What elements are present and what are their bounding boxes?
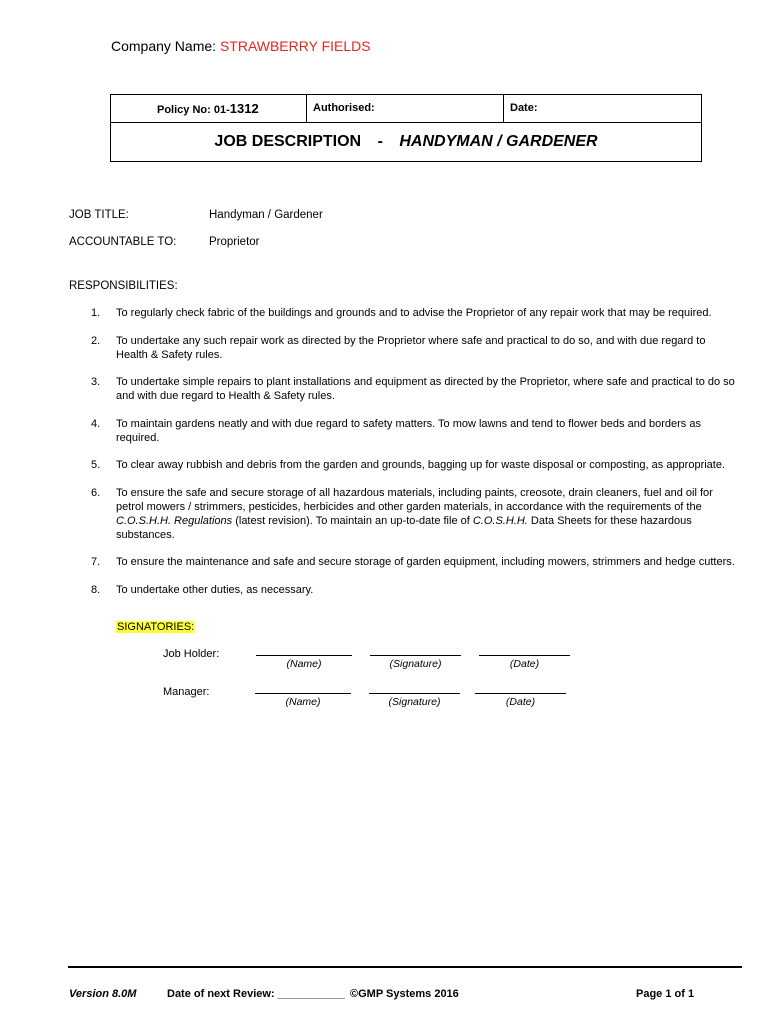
signature-line bbox=[479, 655, 570, 656]
list-item bbox=[69, 583, 739, 597]
company-name-line bbox=[111, 38, 371, 54]
item-text: To undertake other duties, as necessary. bbox=[116, 583, 314, 596]
job-holder-signature-field[interactable] bbox=[370, 655, 461, 670]
policy-number-value: 1312 bbox=[229, 101, 259, 116]
item-number: 6. bbox=[91, 486, 101, 499]
accountable-to-value: Proprietor bbox=[209, 236, 260, 248]
signature-line bbox=[475, 693, 566, 694]
item-text: To ensure the maintenance and safe and secure storage of garden equipment, including mowers, strimmers and hedge cutters. bbox=[116, 556, 735, 568]
item-number: 2. bbox=[91, 334, 101, 347]
item-number: 7. bbox=[91, 556, 101, 568]
signatories-heading: SIGNATORIES: bbox=[117, 621, 195, 633]
job-holder-label: Job Holder: bbox=[163, 648, 220, 660]
document-title-left: JOB DESCRIPTION bbox=[214, 133, 362, 150]
item-text: To regularly check fabric of the buildings and grounds and to advise the Proprietor of any repair work that may be required. bbox=[116, 307, 712, 319]
item-text: (latest revision). To maintain an up-to-date file of bbox=[232, 514, 473, 527]
footer-divider bbox=[68, 966, 742, 968]
item-text-emphasis: C.O.S.H.H. Regulations bbox=[116, 514, 233, 527]
name-caption: (Name) bbox=[286, 658, 322, 670]
manager-signature-field[interactable] bbox=[369, 693, 460, 708]
accountable-to-label: ACCOUNTABLE TO: bbox=[69, 236, 177, 248]
authorised-cell bbox=[307, 95, 504, 122]
item-text: Data Sheets for these hazardous substances. bbox=[116, 514, 692, 541]
date-caption: (Date) bbox=[509, 658, 540, 670]
document-title-separator: - bbox=[377, 133, 383, 150]
document-title bbox=[111, 133, 701, 151]
policy-number-prefix: 01- bbox=[213, 104, 230, 116]
list-item bbox=[69, 306, 739, 320]
manager-name-field[interactable] bbox=[255, 693, 351, 708]
date-label: Date: bbox=[510, 102, 538, 114]
manager-date-field[interactable] bbox=[475, 693, 566, 708]
document-title-role: HANDYMAN / GARDENER bbox=[399, 133, 598, 150]
item-number: 5. bbox=[91, 459, 101, 471]
footer-copyright: ©GMP Systems 2016 bbox=[350, 988, 459, 1000]
name-caption: (Name) bbox=[285, 696, 321, 708]
policy-info-row bbox=[111, 95, 701, 123]
list-item bbox=[69, 486, 739, 542]
footer-review-date: Date of next Review: ___________ bbox=[167, 988, 345, 1000]
item-text: To maintain gardens neatly and with due regard to safety matters. To mow lawns and tend to flower beds and borders as required. bbox=[116, 417, 701, 444]
date-caption: (Date) bbox=[505, 696, 536, 708]
job-title-value: Handyman / Gardener bbox=[209, 209, 323, 221]
signature-caption: (Signature) bbox=[388, 696, 441, 708]
company-name-label: Company Name: bbox=[111, 38, 217, 54]
responsibilities-list bbox=[69, 306, 739, 610]
item-text: To undertake simple repairs to plant installations and equipment as directed by the Proprietor, where safe and practical to do so and with due regard to Health & Safety rules. bbox=[116, 376, 735, 402]
list-item bbox=[69, 458, 739, 472]
signature-line bbox=[370, 655, 461, 656]
policy-number-label: Policy No: bbox=[157, 104, 211, 116]
footer-page-number: Page 1 of 1 bbox=[636, 988, 695, 1000]
item-text: To undertake any such repair work as directed by the Proprietor where safe and practical to do so, and with due regard to Health & Safety rules. bbox=[116, 334, 706, 361]
responsibilities-heading: RESPONSIBILITIES: bbox=[69, 280, 178, 292]
item-number: 3. bbox=[91, 376, 101, 388]
authorised-label: Authorised: bbox=[313, 102, 375, 114]
footer-version: Version 8.0M bbox=[69, 988, 137, 1000]
signature-line bbox=[256, 655, 352, 656]
signature-caption: (Signature) bbox=[389, 658, 442, 670]
date-cell bbox=[504, 95, 701, 122]
job-title-label: JOB TITLE: bbox=[69, 209, 129, 221]
company-name-value: STRAWBERRY FIELDS bbox=[219, 38, 371, 54]
item-number: 8. bbox=[91, 583, 101, 596]
signature-line bbox=[255, 693, 351, 694]
policy-number-cell bbox=[111, 95, 307, 122]
list-item bbox=[69, 417, 739, 445]
job-holder-name-field[interactable] bbox=[256, 655, 352, 670]
signature-line bbox=[369, 693, 460, 694]
item-text: To clear away rubbish and debris from the garden and grounds, bagging up for waste disposal or composting, as appropriate. bbox=[116, 459, 726, 471]
list-item bbox=[69, 375, 739, 403]
list-item bbox=[69, 555, 739, 569]
list-item bbox=[69, 334, 739, 362]
item-number: 1. bbox=[91, 307, 101, 319]
policy-header-box bbox=[110, 94, 702, 162]
job-holder-date-field[interactable] bbox=[479, 655, 570, 670]
item-text: To ensure the safe and secure storage of all hazardous materials, including paints, creosote, drain cleaners, fuel and oil for petrol mowers / strimmers, pesticides, herbicides and other garden materials, in accordance with the requirements of the bbox=[116, 486, 713, 513]
manager-label: Manager: bbox=[163, 686, 210, 698]
item-text-emphasis: C.O.S.H.H. bbox=[472, 514, 528, 527]
item-number: 4. bbox=[91, 417, 101, 430]
